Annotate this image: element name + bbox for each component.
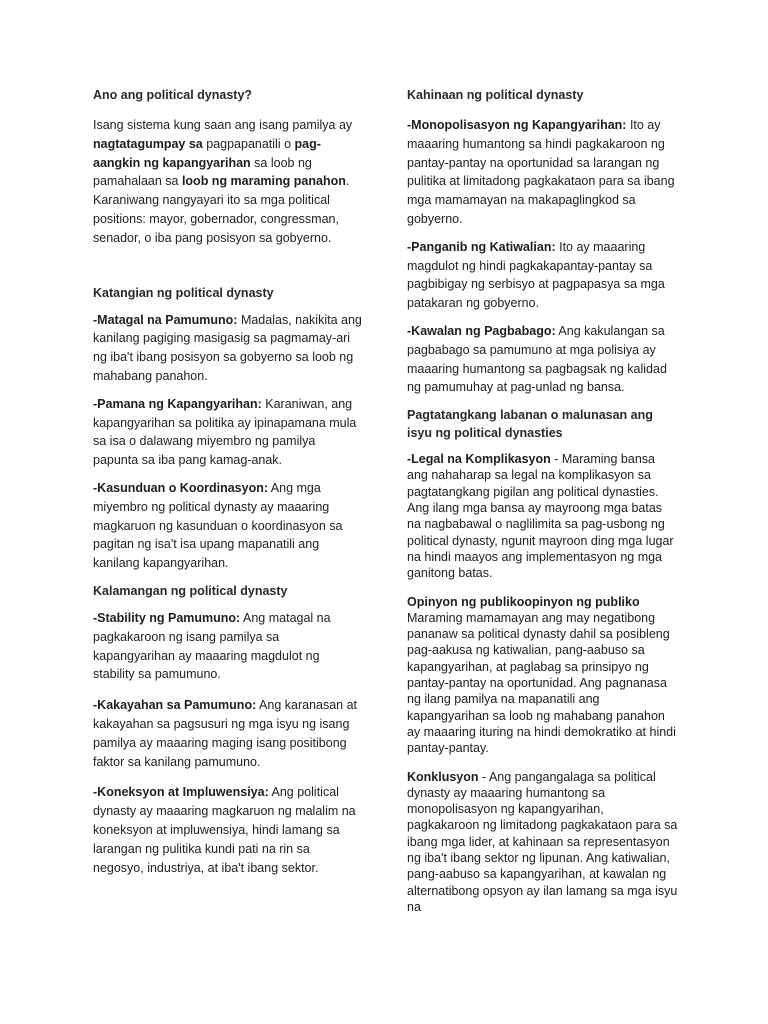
opinyon-text: Maraming mamamayan ang may negatibong pananaw sa political dynasty dahil sa posibleng pag-aakusa ng katiwalian, pang-aabuso sa kapangyarihan, at paglabag sa prinsipyo ng pantay-pantay na oportunidad. Ang pagnanasa ng ilang pamilya na mapanatili ang kapangyarihan sa loob ng mahabang panahon ay maaaring ituring na hindi demokratiko at hindi pantay-pantay.	[407, 610, 676, 756]
katangian-text: Karaniwan, ang kapangyarihan sa politika ay ipinapamana mula sa isa o dalawang miyembro ng pamilya papunta sa iba pang kamag-anak.	[93, 396, 357, 468]
kalamangan-label: -Kakayahan sa Pamumuno:	[93, 698, 257, 713]
katangian-text: Ang mga miyembro ng political dynasty ay maaaring magkaruon ng kasunduan o koordinasyon sa pagitan ng isa't isa upang mapanatili ang kanilang kapangyarihan.	[93, 480, 343, 571]
intro-bold-1: nagtatagumpay sa	[93, 136, 203, 151]
intro-bold-3: loob ng maraming panahon	[181, 174, 346, 189]
kahinaan-text: Ito ay maaaring humantong sa hindi pagkakaroon ng pantay-pantay na oportunidad sa larangan ng pulitika at limitadong pagkakataon para sa ibang mga mamamayan na makapaglingkod sa gobyerno.	[407, 118, 675, 226]
intro-text-4: . Karaniwang nangyayari ito sa mga political positions: mayor, gobernador, congressman, senador, o iba pang posisyon sa gobyerno.	[93, 174, 350, 245]
heading-katangian: Katangian ng political dynasty	[93, 285, 274, 300]
intro-text-1: Isang sistema kung saan ang isang pamilya ay	[93, 118, 353, 132]
left-column	[93, 86, 363, 877]
katangian-item	[93, 479, 363, 573]
intro-text-3: sa loob ng pamahalaan sa	[93, 155, 312, 189]
katangian-label: -Pamana ng Kapangyarihan:	[93, 396, 262, 411]
heading-pagtatangka: Pagtatangkang labanan o malunasan ang isyu ng political dynasties	[407, 408, 653, 441]
kahinaan-label: -Monopolisasyon ng Kapangyarihan:	[407, 118, 627, 132]
legal-label: -Legal na Komplikasyon	[407, 452, 551, 467]
kalamangan-item	[93, 609, 363, 684]
kalamangan-text: Ang matagal na pagkakaroon ng isang pamilya sa kapangyarihan ay maaaring magdulot ng stability sa pamumuno.	[93, 610, 331, 682]
kahinaan-item	[407, 322, 679, 397]
kalamangan-text: Ang political dynasty ay maaaring magkaruon ng malalim na koneksyon at impluwensiya, hindi lamang sa larangan ng pulitika kundi pati na rin sa negosyo, industriya, at iba't ibang sektor.	[93, 785, 356, 875]
kahinaan-label: -Kawalan ng Pagbabago:	[407, 323, 556, 338]
konklusyon-label: Konklusyon	[407, 769, 479, 784]
konklusyon-paragraph	[407, 769, 679, 916]
opinyon-label: Opinyon ng publikoopinyon ng publiko	[407, 594, 640, 609]
legal-text: - Maraming bansa ang nahaharap sa legal na komplikasyon sa pagtatangkang pigilan ang political dynasties. Ang ilang mga bansa ay mayroong mga batas na nagbabawal o naglilimita sa pag-usbong ng political dynasty, ngunit mayroon ding mga lugar na hindi maayos ang implementasyon ng mga ganitong batas.	[407, 452, 674, 581]
katangian-text: Madalas, nakikita ang kanilang pagiging masigasig sa pagmamay-ari ng iba't ibang posisyon sa gobyerno sa loob ng mahabang panahon.	[93, 312, 362, 383]
intro-paragraph	[93, 116, 363, 248]
heading-ano-ang-political-dynasty: Ano ang political dynasty?	[93, 88, 253, 102]
intro-text-2: pagpapanatili o	[202, 136, 295, 151]
kalamangan-item	[93, 783, 363, 877]
katangian-item	[93, 311, 363, 386]
kahinaan-item	[407, 116, 679, 229]
konklusyon-text: - Ang pangangalaga sa political dynasty ay maaaring humantong sa monopolisasyon ng kapangyarihan, pagkakaroon ng limitadong pagkakataon para sa ibang mga lider, at kahinaan sa representasyon ng iba't ibang sektor ng lipunan. Ang katiwalian, pang-aabuso sa kapangyarihan, at kawalan ng alternatibong opsyon ay ilan lamang sa mga isyu na	[407, 769, 678, 914]
legal-paragraph	[407, 451, 679, 581]
katangian-label: -Matagal na Pamumuno:	[93, 312, 238, 327]
katangian-label: -Kasunduan o Koordinasyon:	[93, 480, 268, 495]
opinyon-paragraph	[407, 594, 679, 757]
kalamangan-item	[93, 696, 363, 771]
intro-bold-2: pag-aangkin ng kapangyarihan	[93, 136, 321, 170]
katangian-item	[93, 395, 363, 470]
heading-kalamangan: Kalamangan ng political dynasty	[93, 583, 288, 598]
kahinaan-text: Ito ay maaaring magdulot ng hindi pagkakapantay-pantay sa pagbibigay ng serbisyo at pagpapasya sa mga patakaran ng gobyerno.	[407, 239, 665, 311]
right-column	[407, 86, 679, 915]
kalamangan-label: -Stability ng Pamumuno:	[93, 610, 241, 625]
kalamangan-text: Ang karanasan at kakayahan sa pagsusuri ng mga isyu ng isang pamilya ay maaaring maging isang positibong faktor sa kanilang pamumuno.	[93, 698, 358, 769]
kahinaan-label: -Panganib ng Katiwalian:	[407, 239, 556, 254]
kahinaan-item	[407, 238, 679, 313]
kahinaan-text: Ang kakulangan sa pagbabago sa pamumuno at mga polisiya ay maaaring humantong sa pagbagsak ng kalidad ng pamumuhay at pag-unlad ng bansa.	[407, 323, 667, 395]
kalamangan-label: -Koneksyon at Impluwensiya:	[93, 785, 269, 800]
heading-kahinaan: Kahinaan ng political dynasty	[407, 88, 584, 102]
